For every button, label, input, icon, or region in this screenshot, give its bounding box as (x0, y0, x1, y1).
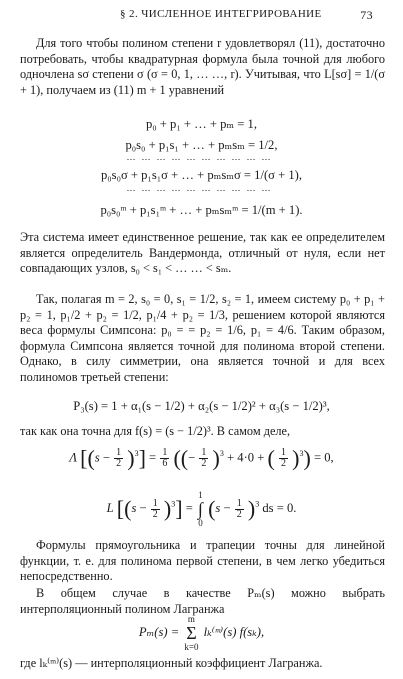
section-title: § 2. ЧИСЛЕННОЕ ИНТЕГРИРОВАНИЕ (120, 8, 322, 20)
lambda-middle: + 4·0 + (227, 450, 265, 465)
integral-lower: 0 (198, 518, 203, 528)
equation-lambda: Λ [(s − $\frac{1}{2}$ )$^3$] = $\frac{1}{6}$ ((− $\frac{1}{2}$ )$^3$ + 4·0 + ( $\frac{1}{2}$ )$^3$) = 0, (69, 445, 334, 471)
frac-den: 6 (162, 458, 168, 469)
system-line-2: p₀s₀ + p₁s₁ + … + pₘsₘ = 1/2, (125, 138, 278, 152)
equation-L: L [(s − $\frac{1}{2}$ )$^3$] = 1 ∫ 0 (s − $\frac{1}{2}$ )$^3$ ds = 0. (106, 490, 297, 528)
L-rhs: ds = 0. (262, 500, 297, 515)
lagrange-rhs: lₖ⁽ᵐ⁾(s) f(sₖ), (203, 624, 265, 639)
paragraph-7: где lₖ⁽ᵐ⁾(s) — интерполяционный коэффициент Лагранжа. (20, 656, 323, 670)
paragraph-3: Так, полагая m = 2, s₀ = 0, s₁ = 1/2, s₂ = 1, имеем систему p₀ + p₁ + p₂ = 1, p₁/2 + p₂ = 1/2, p₁/4 + p₂ = 1/3, решением которой являются веса формулы Симпсона: p₀ = = p₂ = 1/6, p₁ = 4/6. Таким образом, формула Симпсона является точной для полинома второй степени. Однако, в силу симметрии, она является точной и для всех полиномов третьей степени: (20, 292, 385, 384)
integral-sign: 1 ∫ 0 (197, 490, 203, 528)
system-line-1: p₀ + p₁ + … + pₘ = 1, (145, 117, 258, 131)
sum-sign: m Σ k=0 (184, 614, 199, 652)
paragraph-4: так как она точна для f(s) = (s − 1/2)³. В самом деле, (20, 424, 291, 438)
system-line-4: p₀s₀ᵐ + p₁s₁ᵐ + … + pₘsₘᵐ = 1/(m + 1). (100, 203, 303, 217)
system-line-3: p₀s₀σ + p₁s₁σ + … + pₘsₘσ = 1/(σ + 1), (101, 168, 302, 182)
sum-lower: k=0 (184, 642, 199, 652)
system-dots-2: ………………………… (126, 183, 277, 193)
frac-num: 1 (116, 447, 122, 458)
paragraph-5: Формулы прямоугольника и трапеции точны для линейной функции, т. е. для полинома первой степени, в чем легко убедиться непосредственно. (20, 538, 385, 584)
page-number: 73 (360, 8, 373, 22)
paragraph-6: В общем случае в качестве Pₘ(s) можно выбрать интерполяционный полином Лагранжа (20, 586, 385, 616)
lambda-symbol: Λ (69, 450, 77, 465)
integral-upper: 1 (198, 490, 203, 500)
frac-num: 1 (162, 447, 168, 458)
frac-den: 2 (116, 458, 122, 469)
lambda-rhs: = 0, (313, 450, 334, 465)
equation-lagrange (0, 614, 403, 652)
paragraph-2: Эта система имеет единственное решение, так как ее определителем является определитель Вандермонда, отличный от нуля, если нет совпадающих узлов, s₀ < s₁ < … … < sₘ. (20, 230, 385, 276)
sum-upper: m (187, 614, 195, 624)
system-dots-1: ………………………… (126, 152, 277, 162)
paragraph-1: Для того чтобы полином степени r удовлетворял (11), достаточно потребовать, чтобы квадратурная формула была точной для любого одночлена sσ степени σ (σ = 0, 1, … …, r). Учитывая, что L[sσ] = 1/(σ + 1), получаем из (11) m + 1 уравнений (20, 36, 385, 97)
lagrange-lhs: Pₘ(s) = (138, 624, 180, 639)
equation-p3: P₃(s) = 1 + α₁(s − 1/2) + α₂(s − 1/2)² + α₃(s − 1/2)³, (73, 399, 330, 413)
L-symbol: L (106, 500, 114, 515)
running-header (20, 8, 383, 24)
